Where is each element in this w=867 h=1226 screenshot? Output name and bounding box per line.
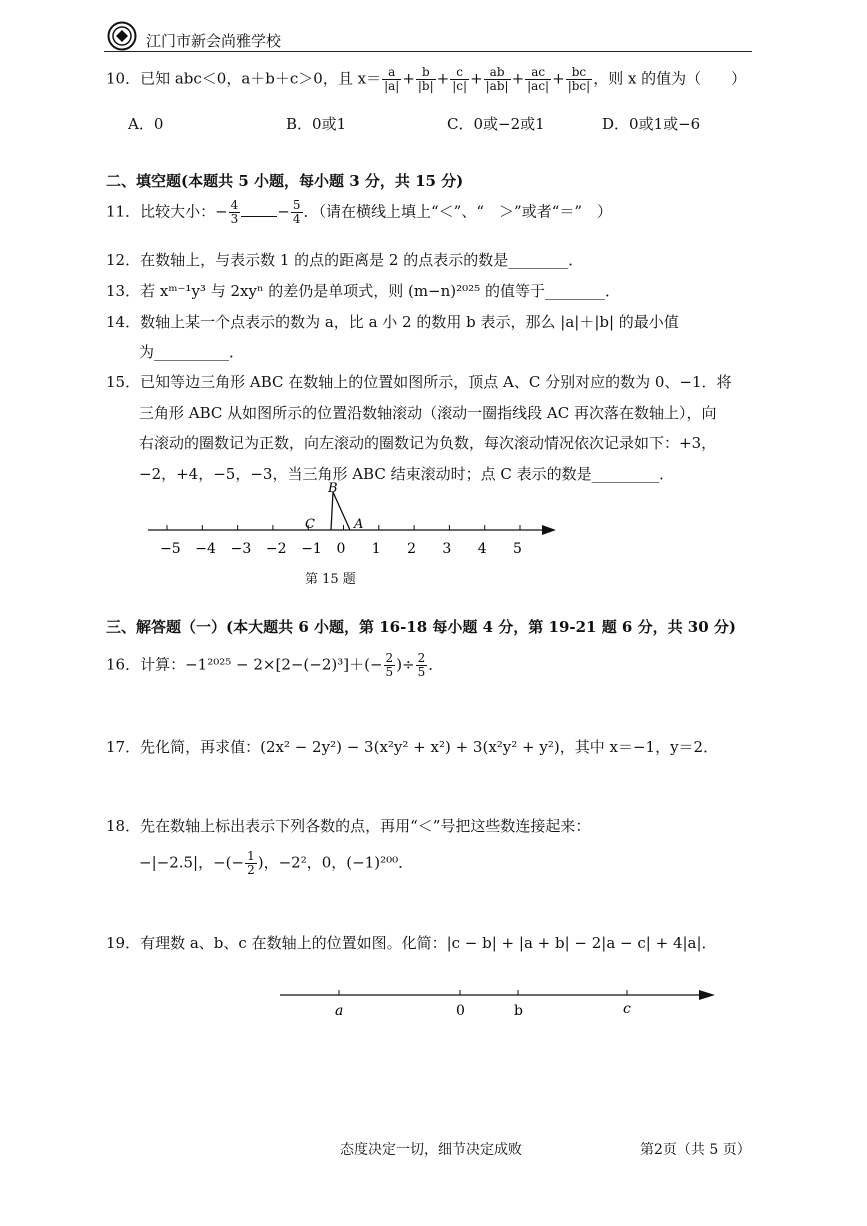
q15-tick-label: −2 (265, 541, 287, 557)
q15-label-B: B (328, 481, 338, 496)
question-10: 10．已知 abc＜0，a＋b＋c＞0，且 x＝ $\frac{a}{|a|}$ + $\frac{b}{|b|}$ + $\frac{c}{|c|}$ + $\frac{ab}{|ab|}$ + $\frac{ac}{|ac|}$ + $\frac{bc}{|bc|}$ ，则 x 的值为（ ） (106, 65, 747, 93)
question-16: 16．计算：−1²⁰²⁵ − 2×[2−(−2)³]＋(− $\frac{2}{5}$ )÷ $\frac{2}{5}$ ． (106, 651, 444, 679)
q19-label-0: 0 (456, 1003, 465, 1019)
q15-tick-label: −4 (195, 541, 216, 557)
section-2-heading: 二、填空题(本题共 5 小题，每小题 3 分，共 15 分) (106, 172, 464, 190)
question-11: 11．比较大小：− $\frac{4}{3}$ − $\frac{5}{4}$ ．（请在横线上填上“＜”、“ ＞”或者“＝” ） (106, 198, 613, 226)
q10-option-b: B．0或1 (286, 115, 347, 133)
question-14-line1: 14．数轴上某一个点表示的数为 a，比 a 小 2 的数用 b 表示，那么 |a|＋|b| 的最小值 (106, 313, 679, 331)
q15-figure-caption: 第 15 题 (305, 572, 356, 587)
q19-label-b: b (514, 1003, 523, 1019)
school-logo-icon (107, 21, 137, 51)
q15-tick-label: −3 (230, 541, 252, 557)
question-15-line1: 15．已知等边三角形 ABC 在数轴上的位置如图所示，顶点 A、C 分别对应的数为 0、−1．将 (106, 373, 732, 391)
school-name: 江门市新会尚雅学校 (146, 32, 282, 50)
q15-tick-label: −1 (301, 541, 322, 557)
question-15-line4: −2，+4，−5，−3，当三角形 ABC 结束滚动时；点 C 表示的数是_________． (139, 465, 675, 483)
section-3-heading: 三、解答题（一）(本大题共 6 小题，第 16-18 每小题 4 分，第 19-21 题 6 分，共 30 分) (106, 618, 736, 636)
q15-tick-label: 0 (336, 541, 346, 557)
q15-tick-label: 1 (371, 541, 381, 557)
footer-page-number: 第2页（共 5 页） (640, 1142, 751, 1158)
q15-tick-label: 4 (477, 541, 487, 557)
q10-option-a: A．0 (128, 115, 164, 133)
q15-tick-label: −5 (160, 541, 181, 557)
question-17: 17．先化简，再求值：(2x² − 2y²) − 3(x²y² + x²) + 3(x²y² + y²)，其中 x＝−1，y＝2． (106, 738, 719, 756)
question-19: 19．有理数 a、b、c 在数轴上的位置如图。化简：|c − b| + |a + b| − 2|a − c| + 4|a|． (106, 934, 717, 952)
q15-tick-label: 3 (442, 541, 452, 557)
question-13: 13．若 xᵐ⁻¹y³ 与 2xyⁿ 的差仍是单项式，则 (m−n)²⁰²⁵ 的值等于________． (106, 282, 620, 300)
q15-triangle (331, 492, 350, 530)
q15-axis-arrow-icon (542, 525, 556, 535)
question-12: 12．在数轴上，与表示数 1 的点的距离是 2 的点表示的数是________． (106, 251, 584, 269)
question-14-line2: 为__________． (139, 343, 245, 361)
q19-label-c: c (623, 1001, 631, 1017)
q15-number-line-figure (140, 480, 570, 565)
question-18-line1: 18．先在数轴上标出表示下列各数的点，再用“＜”号把这些数连接起来： (106, 817, 591, 835)
q19-number-line-figure (275, 982, 725, 1022)
q15-label-C: C (305, 517, 315, 532)
header-divider (104, 51, 752, 52)
question-15-line3: 右滚动的圈数记为正数，向左滚动的圈数记为负数，每次滚动情况依次记录如下：+3， (139, 434, 717, 452)
q10-option-c: C．0或−2或1 (447, 115, 545, 133)
q19-label-a: a (335, 1003, 344, 1019)
question-18-line2: −|−2.5|，−(− $\frac{1}{2}$ )，−2²，0，(−1)²⁰⁰． (139, 849, 414, 877)
q15-label-A: A (354, 517, 364, 532)
question-15-line2: 三角形 ABC 从如图所示的位置沿数轴滚动（滚动一圈指线段 AC 再次落在数轴上），向 (139, 404, 717, 422)
q15-tick-label: 2 (407, 541, 417, 557)
q15-tick-label: 5 (513, 541, 522, 557)
q19-axis-arrow-icon (699, 990, 715, 1000)
q10-option-d: D．0或1或−6 (602, 115, 701, 133)
footer-motto: 态度决定一切，细节决定成败 (340, 1142, 522, 1158)
